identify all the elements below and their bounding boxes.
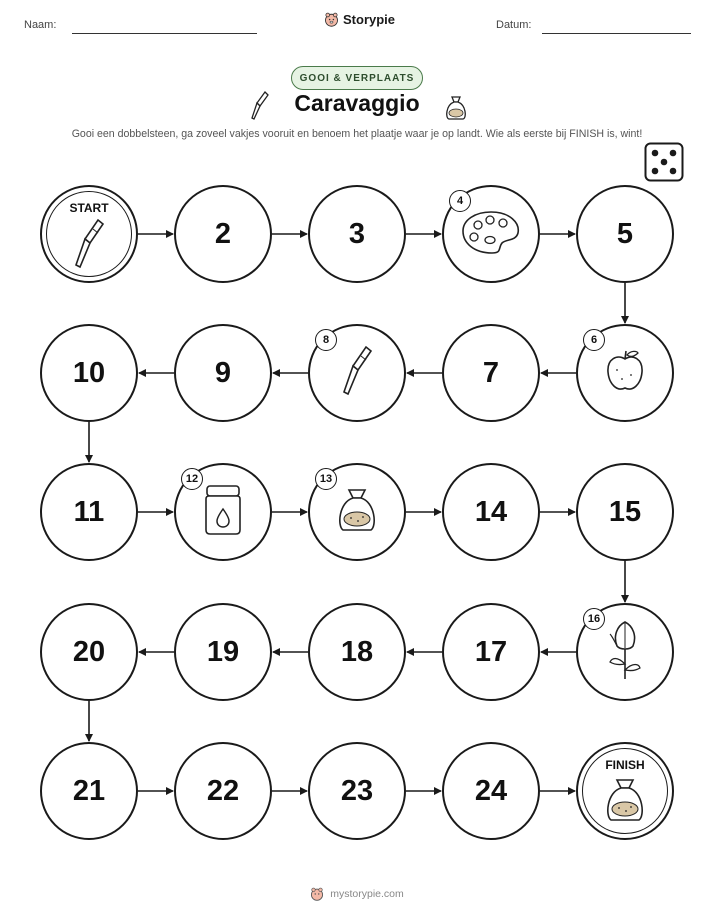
start-label: START <box>69 201 109 215</box>
footer <box>0 887 714 901</box>
cell-number: 14 <box>474 495 508 528</box>
pigment-bag-icon <box>334 486 380 539</box>
flower-icon <box>604 618 646 687</box>
apple-icon <box>604 348 646 399</box>
name-label: Naam: <box>24 19 57 31</box>
palette-icon <box>460 209 522 260</box>
board-cell-20 <box>40 603 138 701</box>
cell-number: 21 <box>72 774 106 807</box>
paint-jar-icon <box>199 483 247 542</box>
board-cell-18 <box>308 603 406 701</box>
board-cell-11 <box>40 463 138 561</box>
footer-site: mystorypie.com <box>330 888 404 900</box>
cell-number: 11 <box>73 495 105 528</box>
cell-number: 24 <box>474 774 508 807</box>
cell-tag-4: 4 <box>449 190 471 212</box>
cell-number: 10 <box>72 356 106 389</box>
cell-tag-8: 8 <box>315 329 337 351</box>
cell-number: 17 <box>474 635 508 668</box>
game-type-badge: GOOI & VERPLAATS <box>291 66 423 90</box>
cell-number: 7 <box>482 356 500 389</box>
pigment-bag-icon <box>602 776 648 829</box>
cell-number: 19 <box>206 635 240 668</box>
cell-number: 15 <box>608 495 642 528</box>
board-cell-3 <box>308 185 406 283</box>
storypie-logo-icon <box>310 887 324 901</box>
paintbrush-icon <box>339 344 375 403</box>
board-cell-21 <box>40 742 138 840</box>
cell-number: 9 <box>214 356 232 389</box>
board-cell-25 <box>576 742 674 840</box>
date-label: Datum: <box>496 19 532 31</box>
board-cell-9 <box>174 324 272 422</box>
page-title: Caravaggio <box>294 90 420 116</box>
cell-number: 23 <box>340 774 374 807</box>
brand-name: Storypie <box>343 12 396 27</box>
board-cell-15 <box>576 463 674 561</box>
paintbrush-icon <box>71 217 107 276</box>
cell-number: 20 <box>72 635 106 668</box>
board-cell-1 <box>40 185 138 283</box>
board-cell-2 <box>174 185 272 283</box>
board-cell-17 <box>442 603 540 701</box>
cell-number: 2 <box>214 217 232 250</box>
cell-number: 3 <box>348 217 366 250</box>
finish-label: FINISH <box>605 758 645 772</box>
board-cell-19 <box>174 603 272 701</box>
board-cell-24 <box>442 742 540 840</box>
cell-tag-6: 6 <box>583 329 605 351</box>
board-cell-5 <box>576 185 674 283</box>
board-cell-7 <box>442 324 540 422</box>
cell-tag-13: 13 <box>315 468 337 490</box>
instructions: Gooi een dobbelsteen, ga zoveel vakjes vooruit en benoem het plaatje waar je op landt. Wie als eerste bij FINISH is, wint! <box>71 128 643 140</box>
board-cell-23 <box>308 742 406 840</box>
board-cell-14 <box>442 463 540 561</box>
board-cell-22 <box>174 742 272 840</box>
cell-tag-16: 16 <box>583 608 605 630</box>
board-cell-10 <box>40 324 138 422</box>
cell-tag-12: 12 <box>181 468 203 490</box>
cell-number: 18 <box>340 635 374 668</box>
cell-number: 5 <box>616 217 634 250</box>
cell-number: 22 <box>206 774 240 807</box>
